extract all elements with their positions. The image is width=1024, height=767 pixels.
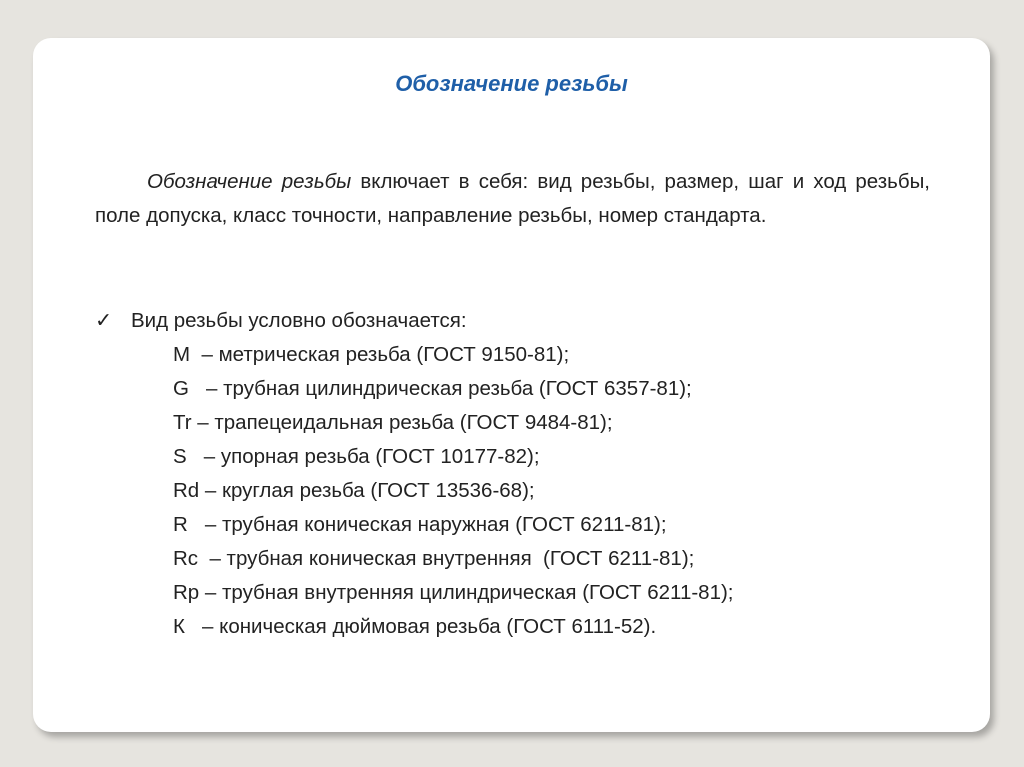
thread-desc: – трапецеидальная резьба (ГОСТ 9484-81); (191, 411, 613, 434)
thread-desc: – метрическая резьба (ГОСТ 9150-81); (190, 343, 570, 366)
thread-desc: – трубная цилиндрическая резьба (ГОСТ 6357-81); (188, 377, 692, 400)
thread-code: G (173, 377, 189, 400)
list-item (173, 542, 734, 576)
thread-code: Tr (173, 411, 192, 434)
list-item (173, 372, 734, 406)
thread-code: Rc (173, 547, 199, 570)
thread-desc: – упорная резьба (ГОСТ 10177-82); (186, 445, 540, 468)
intro-paragraph (95, 165, 930, 233)
thread-code: Rp (173, 581, 200, 604)
check-icon: ✓ (95, 309, 113, 332)
thread-desc: – круглая резьба (ГОСТ 13536-68); (199, 479, 535, 502)
slide-title: Обозначение резьбы (395, 71, 628, 96)
thread-desc: – трубная коническая наружная (ГОСТ 6211-81); (187, 513, 667, 536)
thread-desc: – коническая дюймовая резьба (ГОСТ 6111-52). (184, 615, 657, 638)
intro-lead: Обозначение резьбы (147, 170, 352, 193)
thread-types-list (173, 338, 734, 644)
intro-rest: включает в себя: вид резьбы, размер, шаг и ход резьбы, поле допуска, класс точности, направление резьбы, номер стандарта. (95, 170, 930, 227)
list-item (173, 338, 734, 372)
slide (33, 38, 990, 732)
bullet-text: Вид резьбы условно обозначается: (131, 309, 467, 332)
thread-desc: – трубная внутренняя цилиндрическая (ГОСТ 6211-81); (199, 581, 734, 604)
thread-code: S (173, 445, 187, 468)
list-item (173, 406, 734, 440)
list-item (173, 576, 734, 610)
thread-desc: – трубная коническая внутренняя (ГОСТ 6211-81); (198, 547, 695, 570)
thread-code: M (173, 343, 191, 366)
list-item (173, 610, 734, 644)
thread-code: К (173, 615, 185, 638)
thread-code: Rd (173, 479, 200, 502)
list-item (173, 508, 734, 542)
bullet-item (95, 304, 467, 338)
list-item (173, 440, 734, 474)
list-item (173, 474, 734, 508)
thread-code: R (173, 513, 188, 536)
